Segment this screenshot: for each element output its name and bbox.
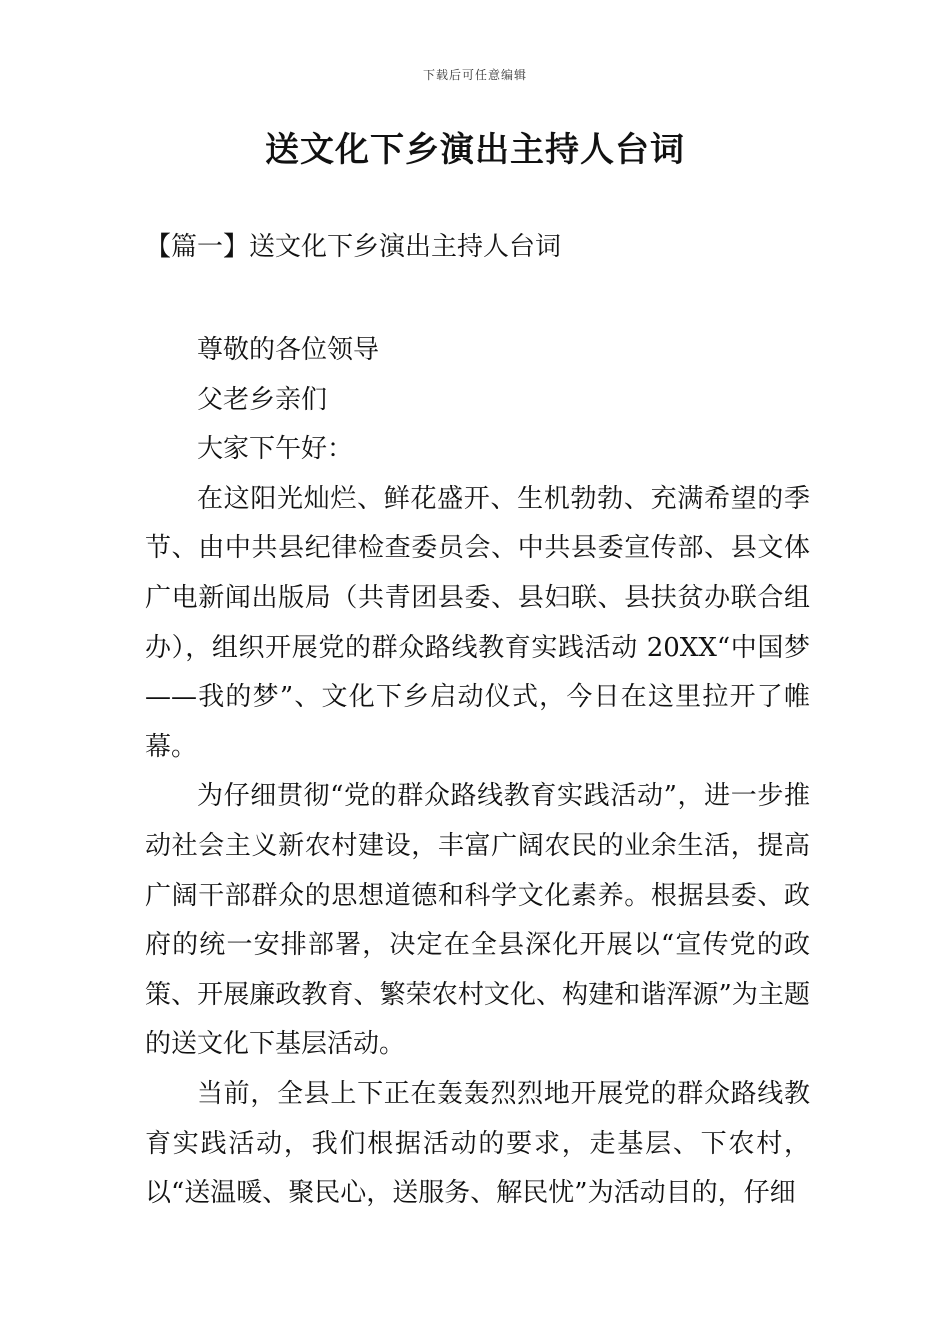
paragraph-opening: 在这阳光灿烂、鲜花盛开、生机勃勃、充满希望的季节、由中共县纪律检查委员会、中共县委宣传部、县文体广电新闻出版局（共青团县委、县妇联、县扶贫办联合组办），组织开展党的群众路线教育实践活动 20XX“中国梦——我的梦”、文化下乡启动仪式，今日在这里拉开了帷幕。 bbox=[145, 483, 810, 762]
body-text bbox=[145, 326, 810, 1219]
document-title: 送文化下乡演出主持人台词 bbox=[265, 130, 685, 170]
paragraph-purpose: 为仔细贯彻“党的群众路线教育实践活动”，进一步推动社会主义新农村建设，丰富广阔农民的业余生活，提高广阔干部群众的思想道德和科学文化素养。根据县委、政府的统一安排部署，决定在全县深化开展以“宣传党的政策、开展廉政教育、繁荣农村文化、构建和谐浑源”为主题的送文化下基层活动。 bbox=[145, 781, 810, 1060]
section-heading: 【篇一】送文化下乡演出主持人台词 bbox=[145, 232, 562, 262]
paragraph-greeting-leaders: 尊敬的各位领导 bbox=[197, 335, 380, 365]
header-note: 下载后可任意编辑 bbox=[422, 68, 527, 82]
paragraph-greeting-afternoon: 大家下午好： bbox=[197, 434, 354, 465]
paragraph-current: 当前，全县上下正在轰轰烈烈地开展党的群众路线教育实践活动，我们根据活动的要求，走基层、下农村，以“送温暖、聚民心，送服务、解民忧”为活动目的，仔细 bbox=[145, 1078, 810, 1209]
paragraph-greeting-villagers: 父老乡亲们 bbox=[197, 384, 328, 415]
